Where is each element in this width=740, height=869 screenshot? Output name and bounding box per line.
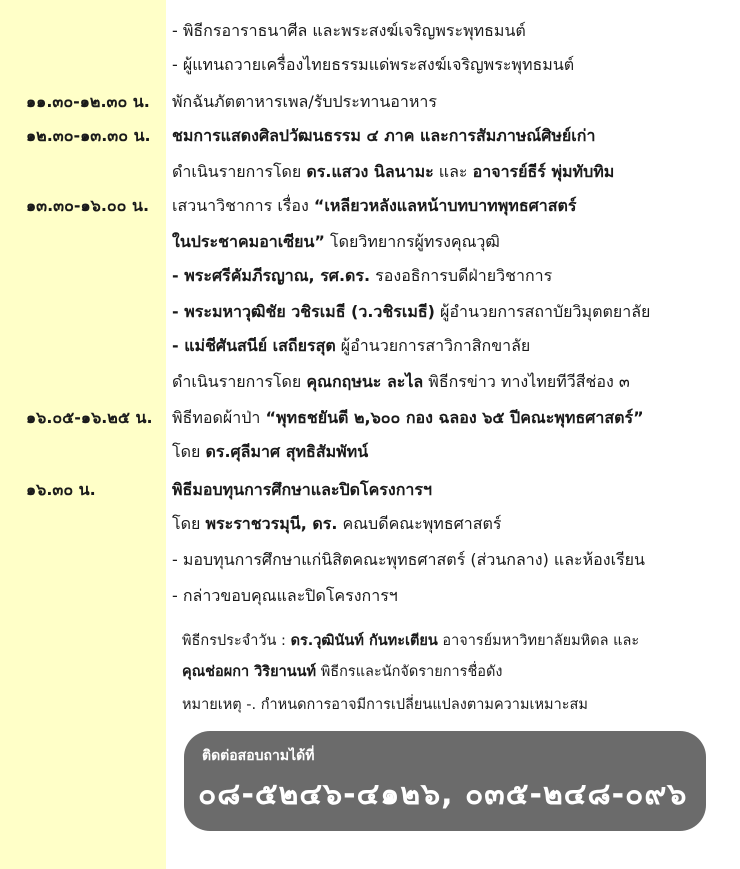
note-text [182, 627, 639, 655]
note-text [182, 691, 588, 719]
schedule-text [172, 476, 432, 504]
schedule-row [0, 88, 740, 116]
schedule-row [0, 404, 740, 432]
schedule-text [172, 192, 576, 220]
schedule-text [172, 368, 630, 396]
bold-text-segment: “เหลียวหลังแลหน้าบทบาทพุทธศาสตร์ [313, 196, 577, 215]
text-segment: ผู้อำนวยการสถาบัยวิมุตตยาลัย [434, 302, 651, 321]
schedule-row [0, 510, 740, 538]
schedule-row [0, 228, 740, 256]
schedule-row [0, 546, 740, 574]
schedule-text [172, 88, 437, 116]
text-segment: โดย [172, 442, 206, 461]
schedule-row [0, 17, 740, 45]
schedule-row [0, 158, 740, 186]
schedule-row [0, 476, 740, 504]
text-segment: พิธีกรประจำวัน : [182, 633, 291, 649]
bold-text-segment: ดร.แสวง นิลนามะ [306, 162, 434, 181]
bold-text-segment: ดร.วุฒินันท์ กันทะเตียน [290, 633, 438, 649]
schedule-text [172, 262, 552, 290]
contact-label: ติดต่อสอบถามได้ที่ [202, 748, 315, 764]
note-line [0, 691, 740, 719]
bold-text-segment: ชมการแสดงศิลปวัฒนธรรม ๔ ภาค และการสัมภาษณ์ศิษย์เก่า [172, 126, 596, 145]
bold-text-segment: พระราชวรมุนี, ดร. [205, 514, 338, 533]
bold-text-segment: พิธีมอบทุนการศึกษาและปิดโครงการฯ [172, 480, 432, 499]
schedule-row [0, 192, 740, 220]
schedule-time: ๑๓.๓๐-๑๖.๐๐ น. [26, 196, 150, 215]
text-segment: พักฉันภัตตาหารเพล/รับประทานอาหาร [172, 92, 437, 111]
text-segment: - พิธีกรอาราธนาศีล และพระสงฆ์เจริญพระพุทธมนต์ [172, 21, 526, 40]
schedule-text [172, 332, 530, 360]
bold-text-segment: - พระศรีคัมภีรญาณ, รศ.ดร. [172, 266, 371, 285]
schedule-text [172, 17, 526, 45]
text-segment: พิธีกรข่าว ทางไทยทีวีสีช่อง ๓ [423, 372, 630, 391]
schedule-time: ๑๑.๓๐-๑๒.๓๐ น. [26, 92, 150, 111]
schedule-text [172, 51, 574, 79]
text-segment: โดย [172, 514, 206, 533]
text-segment: คณบดีคณะพุทธศาสตร์ [337, 514, 502, 533]
schedule-row [0, 582, 740, 610]
schedule-text [172, 546, 645, 574]
text-segment: รองอธิการบดีฝ่ายวิชาการ [370, 266, 553, 285]
schedule-row [0, 368, 740, 396]
text-segment: ดำเนินรายการโดย [172, 372, 307, 391]
schedule-text [172, 404, 644, 432]
text-segment: - กล่าวขอบคุณและปิดโครงการฯ [172, 586, 398, 605]
schedule-text [172, 228, 500, 256]
schedule-row [0, 122, 740, 150]
note-text [182, 658, 503, 686]
bold-text-segment: ในประชาคมอาเซียน” [172, 232, 325, 251]
text-segment: โดยวิทยากรผู้ทรงคุณวุฒิ [324, 232, 500, 251]
text-segment: - มอบทุนการศึกษาแก่นิสิตคณะพุทธศาสตร์ (ส่วนกลาง) และห้องเรียน [172, 550, 645, 569]
schedule-text [172, 298, 650, 326]
schedule-time: ๑๖.๐๕-๑๖.๒๕ น. [26, 408, 153, 427]
schedule-text [172, 582, 398, 610]
text-segment: ดำเนินรายการโดย [172, 162, 307, 181]
bold-text-segment: - แม่ชีศันสนีย์ เสถียรสุต [172, 336, 336, 355]
schedule-text [172, 438, 368, 466]
note-line [0, 627, 740, 655]
schedule-row [0, 51, 740, 79]
contact-phone-numbers: ๐๘-๕๒๔๖-๔๑๒๖, ๐๓๕-๒๔๘-๐๙๖ [198, 777, 688, 812]
bold-text-segment: - พระมหาวุฒิชัย วชิรเมธี (ว.วชิรเมธี) [172, 302, 435, 321]
schedule-text [172, 510, 501, 538]
schedule-row [0, 438, 740, 466]
schedule-row [0, 332, 740, 360]
text-segment: พิธีทอดผ้าป่า [172, 408, 266, 427]
schedule-time: ๑๒.๓๐-๑๓.๓๐ น. [26, 126, 151, 145]
bold-text-segment: “พุทธชยันตี ๒,๖๐๐ กอง ฉลอง ๖๕ ปีคณะพุทธศาสตร์” [265, 408, 644, 427]
schedule-row [0, 298, 740, 326]
bold-text-segment: คุณช่อผกา วิริยานนท์ [182, 664, 317, 680]
schedule-text [172, 158, 614, 186]
text-segment: หมายเหตุ -. กำหนดการอาจมีการเปลี่ยนแปลงตามความเหมาะสม [182, 697, 588, 713]
text-segment: ผู้อำนวยการสาวิกาสิกขาลัย [335, 336, 531, 355]
note-line [0, 658, 740, 686]
bold-text-segment: ดร.ศุลีมาศ สุทธิสัมพัทน์ [205, 442, 369, 461]
text-segment: และ [433, 162, 473, 181]
contact-box [184, 731, 706, 831]
text-segment: อาจารย์มหาวิทยาลัยมหิดล และ [437, 633, 640, 649]
bold-text-segment: อาจารย์ธีร์ พุ่มทับทิม [472, 162, 615, 181]
text-segment: - ผู้แทนถวายเครื่องไทยธรรมแด่พระสงฆ์เจริญพระพุทธมนต์ [172, 55, 575, 74]
schedule-row [0, 262, 740, 290]
schedule-text [172, 122, 595, 150]
text-segment: เสวนาวิชาการ เรื่อง [172, 196, 314, 215]
schedule-time: ๑๖.๓๐ น. [26, 480, 96, 499]
text-segment: พิธีกรและนักจัดรายการชื่อดัง [316, 664, 503, 680]
bold-text-segment: คุณกฤษนะ ละไล [306, 372, 424, 391]
